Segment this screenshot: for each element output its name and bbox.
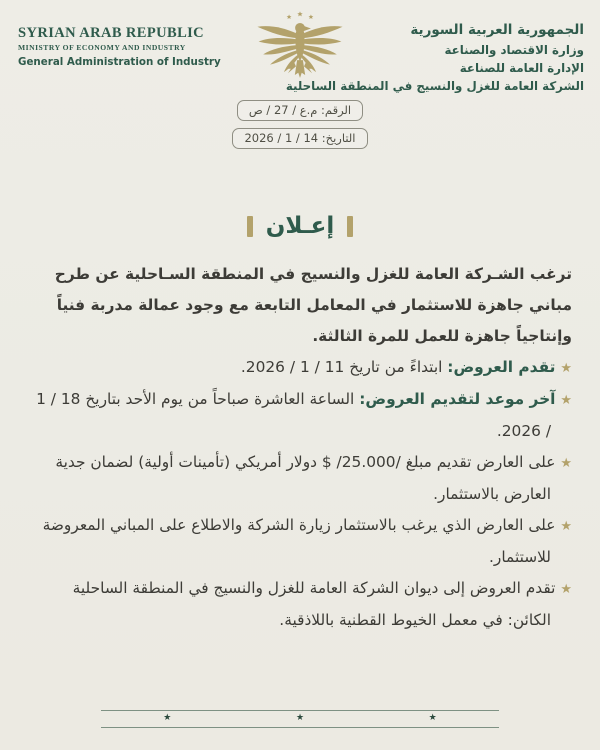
- document-header: [0, 0, 600, 96]
- administration-name-en: General Administration of Industry: [18, 55, 221, 68]
- bullet-text: على العارض تقديم مبلغ /25.000/ $ دولار أمريكي (تأمينات أولية) لضمان جدية العارض بالاستثمار.: [55, 453, 556, 503]
- footer-divider: [101, 710, 499, 728]
- ministry-name-ar: وزارة الاقتصاد والصناعة: [444, 42, 584, 57]
- bullet-text: الساعة العاشرة صباحاً من يوم الأحد بتاريخ 18 / 1 / 2026.: [36, 390, 551, 440]
- reference-number-box: الرقم: م.ع / 27 / ص: [237, 100, 363, 121]
- star-bullet-icon: ★: [560, 456, 572, 471]
- country-name-en: SYRIAN ARAB REPUBLIC: [18, 25, 205, 41]
- announcement-body: [28, 259, 572, 636]
- bullet-offers-deadline: [28, 384, 572, 447]
- star-icon: ★: [295, 713, 305, 723]
- title-bar-left: [247, 216, 253, 237]
- bullet-text: تقدم العروض إلى ديوان الشركة العامة للغزل والنسيج في المنطقة الساحلية الكائن: في معمل الخيوط القطنية باللاذقية.: [72, 579, 556, 629]
- bullet-offers-start: [28, 352, 572, 384]
- ministry-header-english: [18, 24, 221, 68]
- administration-name-ar: الإدارة العامة للصناعة: [459, 61, 584, 76]
- bullet-text: على العارض الذي يرغب بالاستثمار زيارة الشركة والاطلاع على المباني المعروضة للاستثمار.: [42, 516, 556, 566]
- star-bullet-icon: ★: [560, 361, 572, 376]
- bullet-lead: آخر موعد لتقديم العروض:: [359, 390, 556, 408]
- reference-date-box: التاريخ: 14 / 1 / 2026: [232, 128, 367, 149]
- country-name-ar: الجمهورية العربية السورية: [410, 22, 584, 38]
- star-bullet-icon: ★: [560, 519, 572, 534]
- reference-boxes: [0, 100, 600, 149]
- star-bullet-icon: ★: [560, 582, 572, 597]
- bullet-deposit-amount: [28, 447, 572, 510]
- intro-paragraph: ترغب الشـركة العامة للغزل والنسيج في المنطقة السـاحلية عن طرح مباني جاهزة للاستثمار في المعامل التابعة مع وجود عمالة مدربة فنياً وإنتاجياً جاهزة للعمل للمرة الثالثة.: [54, 265, 572, 345]
- ministry-name-en: MINISTRY OF ECONOMY AND INDUSTRY: [18, 43, 186, 53]
- ministry-header-arabic: [286, 20, 584, 96]
- star-bullet-icon: ★: [560, 393, 572, 408]
- title-bar-right: [347, 216, 353, 237]
- company-name-ar: الشركة العامة للغزل والنسيج في المنطقة الساحلية: [285, 79, 584, 94]
- footer-stars: [101, 714, 499, 723]
- bullet-submission-address: [28, 573, 572, 636]
- page-title: إعـلان: [265, 213, 335, 239]
- bullet-site-visit: [28, 510, 572, 573]
- star-icon: ★: [163, 713, 172, 723]
- bullet-lead: تقدم العروض:: [447, 358, 556, 376]
- announcement-title-row: [0, 213, 600, 239]
- bullet-text: ابتداءً من تاريخ 11 / 1 / 2026.: [240, 358, 443, 376]
- star-icon: ★: [428, 713, 437, 723]
